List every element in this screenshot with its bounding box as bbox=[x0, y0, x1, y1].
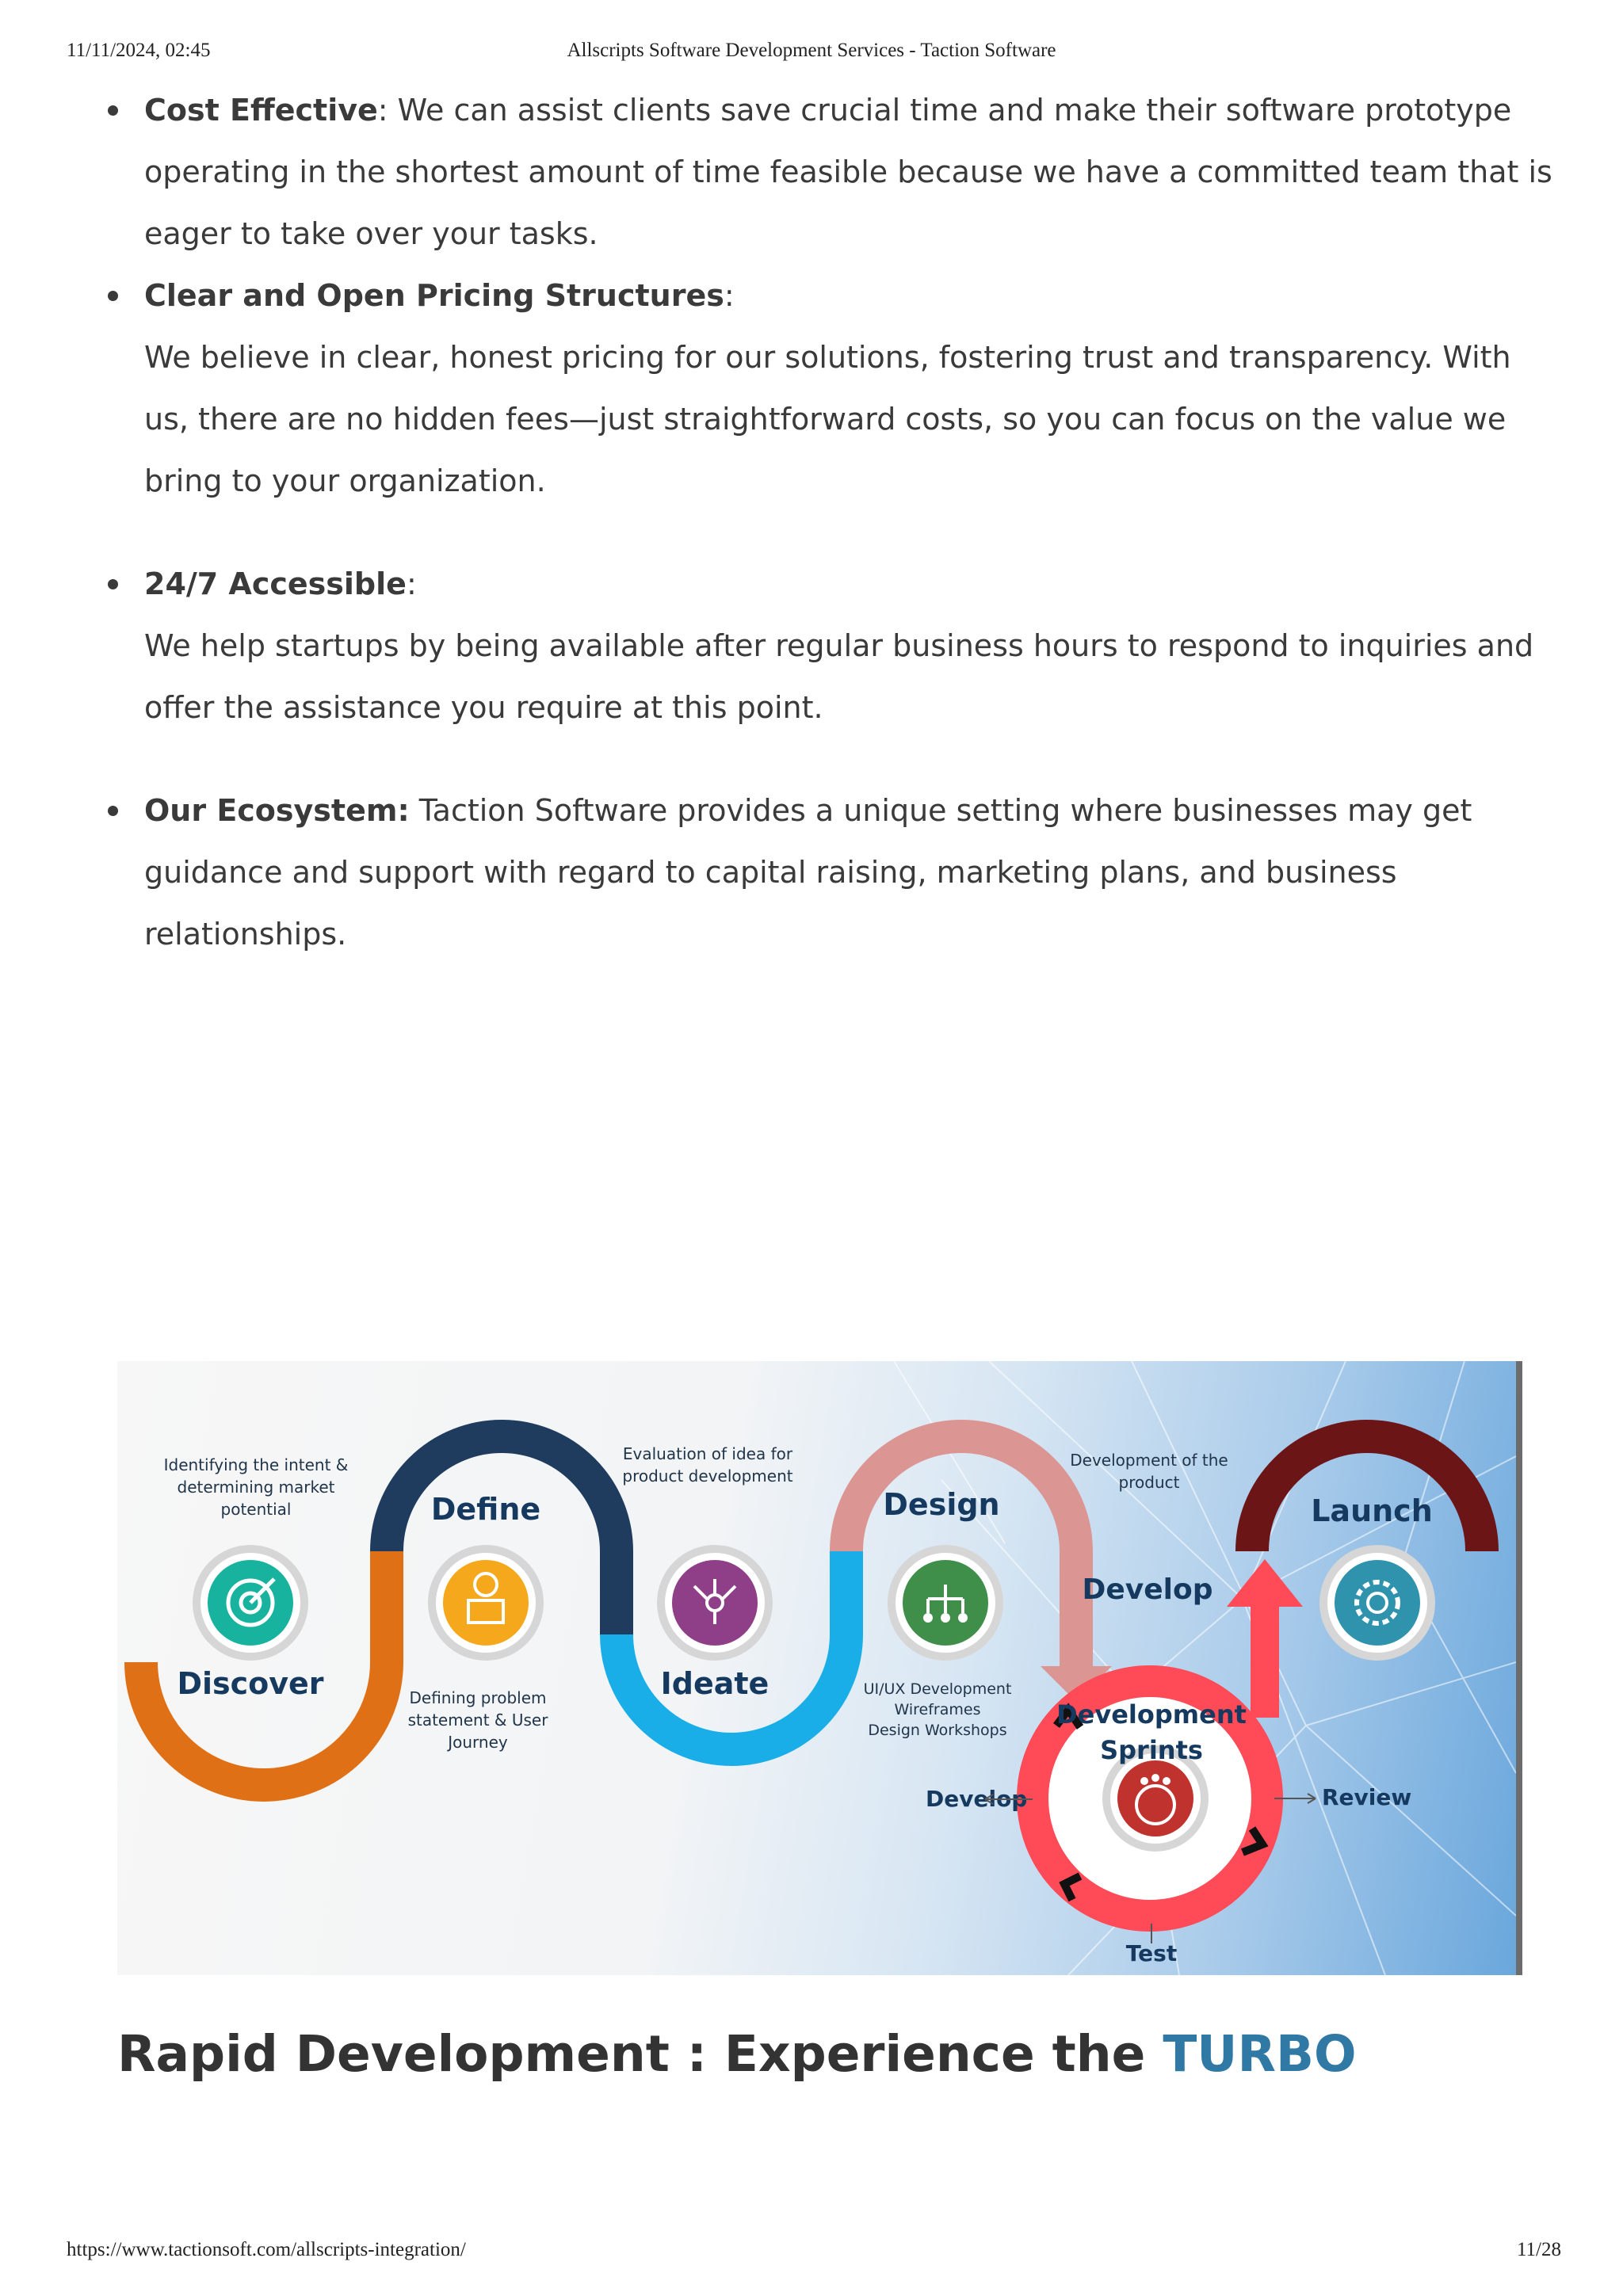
gear-globe-icon bbox=[1335, 1560, 1420, 1646]
define-caption-1: Defining problem bbox=[409, 1688, 547, 1707]
discover-caption-3: potential bbox=[220, 1500, 292, 1519]
sprint-develop-label: Develop bbox=[926, 1786, 1028, 1812]
discover-caption-1: Identifying the intent & bbox=[163, 1455, 349, 1474]
stage-discover bbox=[141, 1455, 387, 1785]
discover-caption-2: determining market bbox=[177, 1478, 335, 1497]
print-header bbox=[0, 40, 1623, 71]
feature-suffix: : bbox=[406, 566, 417, 601]
feature-list bbox=[103, 79, 1553, 965]
section-heading bbox=[117, 2019, 1357, 2090]
feature-text: We believe in clear, honest pricing for our solutions, fostering trust and transparency. With us, there are no hidden fees—just straightforward costs, so you can focus on the value we bring to your organization. bbox=[144, 340, 1511, 498]
print-datetime: 11/11/2024, 02:45 bbox=[67, 40, 211, 61]
development-process-diagram bbox=[117, 1361, 1522, 1975]
sprint-test-label: Test bbox=[1125, 1940, 1178, 1966]
feature-title: Clear and Open Pricing Structures bbox=[144, 278, 724, 313]
feature-title: Cost Effective bbox=[144, 93, 378, 128]
sprint-review-label: Review bbox=[1322, 1784, 1412, 1810]
feature-title: Our Ecosystem: bbox=[144, 793, 410, 828]
stage-label-ideate: Ideate bbox=[660, 1666, 769, 1701]
feature-suffix: : bbox=[724, 278, 735, 313]
define-caption-2: statement & User bbox=[407, 1711, 548, 1730]
design-caption-2: Wireframes bbox=[894, 1701, 981, 1718]
feature-accessible bbox=[103, 553, 1553, 738]
feature-text: : We can assist clients save crucial time and make their software prototype operating in the shortest amount of time feasible because we have a committed team that is eager to take over your tasks. bbox=[144, 93, 1552, 251]
stage-label-design: Design bbox=[883, 1487, 1000, 1522]
stage-label-develop: Develop bbox=[1082, 1573, 1213, 1606]
ideate-caption-2: product development bbox=[622, 1466, 793, 1486]
print-page-title: Allscripts Software Development Services - Taction Software bbox=[567, 40, 1056, 61]
feature-clear-pricing bbox=[103, 265, 1553, 512]
stage-launch bbox=[1227, 1436, 1482, 1718]
feature-title: 24/7 Accessible bbox=[144, 566, 407, 601]
design-caption-1: UI/UX Development bbox=[863, 1680, 1012, 1698]
print-url: https://www.tactionsoft.com/allscripts-integration/ bbox=[67, 2239, 466, 2260]
ideate-caption-1: Evaluation of idea for bbox=[622, 1444, 793, 1463]
design-caption-3: Design Workshops bbox=[868, 1722, 1007, 1739]
feature-ecosystem bbox=[103, 780, 1553, 965]
idea-network-icon bbox=[672, 1560, 758, 1646]
print-page-number: 11/28 bbox=[1516, 2239, 1561, 2260]
stage-define bbox=[387, 1436, 617, 1752]
stage-label-define: Define bbox=[430, 1492, 541, 1527]
stage-ideate bbox=[617, 1444, 846, 1749]
feature-text: Taction Software provides a unique setting where businesses may get guidance and support with regard to capital raising, marketing plans, and business relationships. bbox=[144, 793, 1472, 952]
develop-caption-2: product bbox=[1118, 1473, 1180, 1492]
heading-accent: TURBO bbox=[1163, 2025, 1357, 2083]
heading-prefix: Rapid Development : Experience the bbox=[117, 2025, 1163, 2083]
stage-label-discover: Discover bbox=[177, 1666, 324, 1701]
stage-develop bbox=[1070, 1451, 1228, 1606]
develop-caption-1: Development of the bbox=[1070, 1451, 1228, 1470]
launch-arrow-shaft bbox=[1251, 1599, 1279, 1718]
define-caption-3: Journey bbox=[448, 1733, 508, 1752]
feature-cost-effective bbox=[103, 79, 1553, 265]
sprint-title-2: Sprints bbox=[1100, 1735, 1203, 1765]
feature-text: We help startups by being available after regular business hours to respond to inquiries and offer the assistance you require at this point. bbox=[144, 628, 1534, 725]
print-footer bbox=[0, 2239, 1623, 2271]
stage-label-launch: Launch bbox=[1311, 1493, 1433, 1528]
sprint-title-1: Development bbox=[1056, 1699, 1247, 1730]
